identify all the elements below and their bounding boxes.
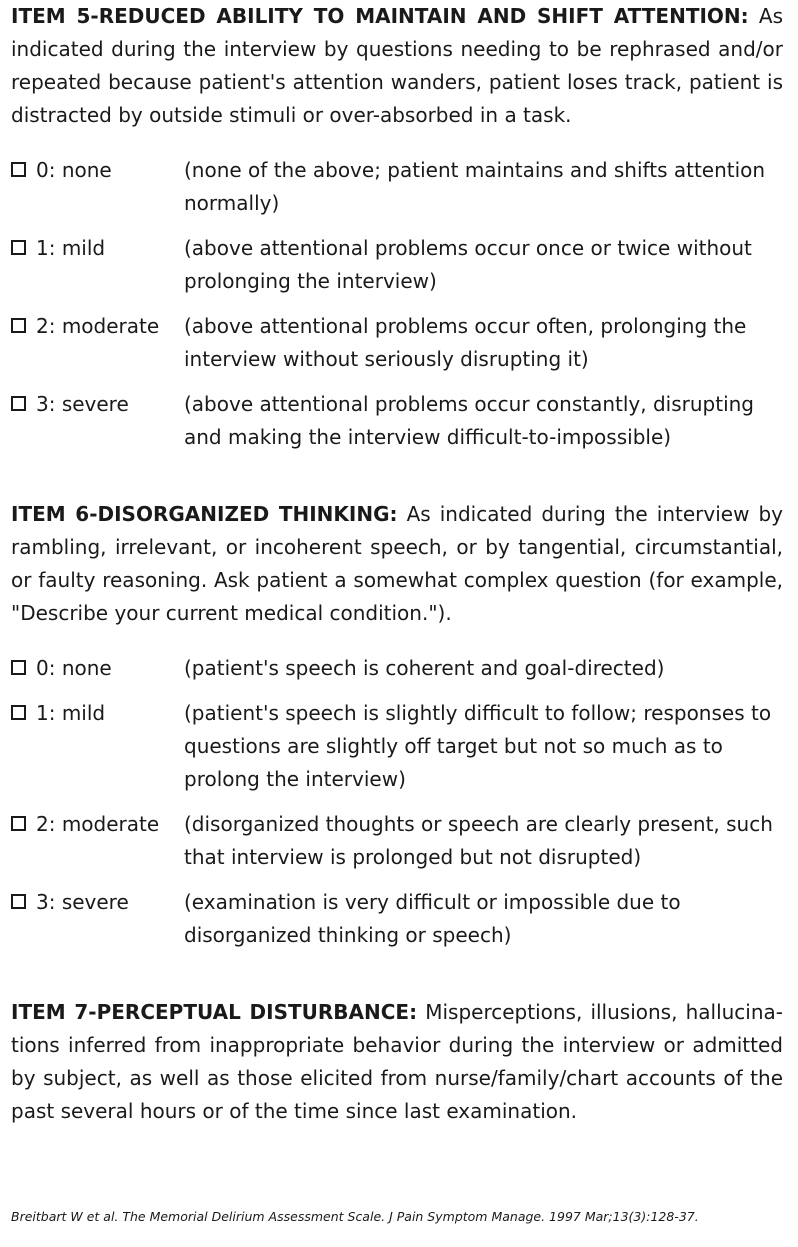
checkbox[interactable] [11,318,26,333]
option-description: (above attentional problems occur once or twice without prolonging the interview) [184,236,752,293]
option-description: (patient's speech is slightly difficult to follow; responses to questions are slightly off target but not so much as to prolong the interview) [184,701,772,791]
checkbox[interactable] [11,660,26,675]
option-description: (none of the above; patient maintains and shifts attention normally) [184,158,766,215]
checkbox[interactable] [11,816,26,831]
item-5-option-2 [11,310,783,376]
item-6-body: As indicated during the interview by rambling, irrelevant, or incoherent speech, or by tangential, circumstantial, or faulty reasoning. Ask patient a somewhat complex question (for example, "Describe your current medical condition."). [11,502,783,625]
item-5-heading: ITEM 5-REDUCED ABILITY TO MAINTAIN AND SHIFT ATTENTION: [11,4,749,28]
item-5-options [11,154,783,454]
checkbox[interactable] [11,240,26,255]
item-5-body: As indicated during the interview by questions needing to be rephrased and/or repeated because patient's attention wanders, patient loses track, patient is distracted by outside stimuli or over-absorbed in a task. [11,4,784,127]
option-label: 0: none [36,656,112,680]
item-5-option-0 [11,154,783,220]
option-label: 1: mild [36,236,106,260]
item-7-section [11,996,783,1128]
checkbox[interactable] [11,705,26,720]
option-label: 0: none [36,158,112,182]
option-description: (examination is very difficult or impossible due to disorganized thinking or speech) [184,890,681,947]
item-7-body: Misperceptions, illusions, hallucina-tions inferred from inappropriate behavior during the interview or admitted by subject, as well as those elicited from nurse/family/chart accounts of the past several hours or of the time since last examination. [11,1000,784,1123]
option-label: 1: mild [36,701,106,725]
option-description: (above attentional problems occur often, prolonging the interview without seriously disrupting it) [184,314,747,371]
option-description: (above attentional problems occur constantly, disrupting and making the interview difficult-to-impossible) [184,392,754,449]
item-6-section [11,498,783,952]
item-6-description [11,498,783,630]
item-5-section [11,0,783,454]
item-7-heading: ITEM 7-PERCEPTUAL DISTURBANCE: [11,1000,418,1024]
item-6-option-3 [11,886,783,952]
option-description: (patient's speech is coherent and goal-directed) [184,656,665,680]
checkbox[interactable] [11,396,26,411]
item-6-option-0 [11,652,783,685]
item-6-option-1 [11,697,783,796]
item-5-option-1 [11,232,783,298]
option-label: 2: moderate [36,314,160,338]
option-label: 2: moderate [36,812,160,836]
item-6-heading: ITEM 6-DISORGANIZED THINKING: [11,502,398,526]
option-description: (disorganized thoughts or speech are clearly present, such that interview is prolonged but not disrupted) [184,812,773,869]
item-5-description [11,0,783,132]
document-body [11,0,783,1128]
item-5-option-3 [11,388,783,454]
item-6-options [11,652,783,952]
option-label: 3: severe [36,392,129,416]
checkbox[interactable] [11,162,26,177]
checkbox[interactable] [11,894,26,909]
item-6-option-2 [11,808,783,874]
option-label: 3: severe [36,890,129,914]
citation: Breitbart W et al. The Memorial Delirium Assessment Scale. J Pain Symptom Manage. 1997 Mar;13(3):128-37. [11,1209,699,1224]
item-7-description [11,996,783,1128]
